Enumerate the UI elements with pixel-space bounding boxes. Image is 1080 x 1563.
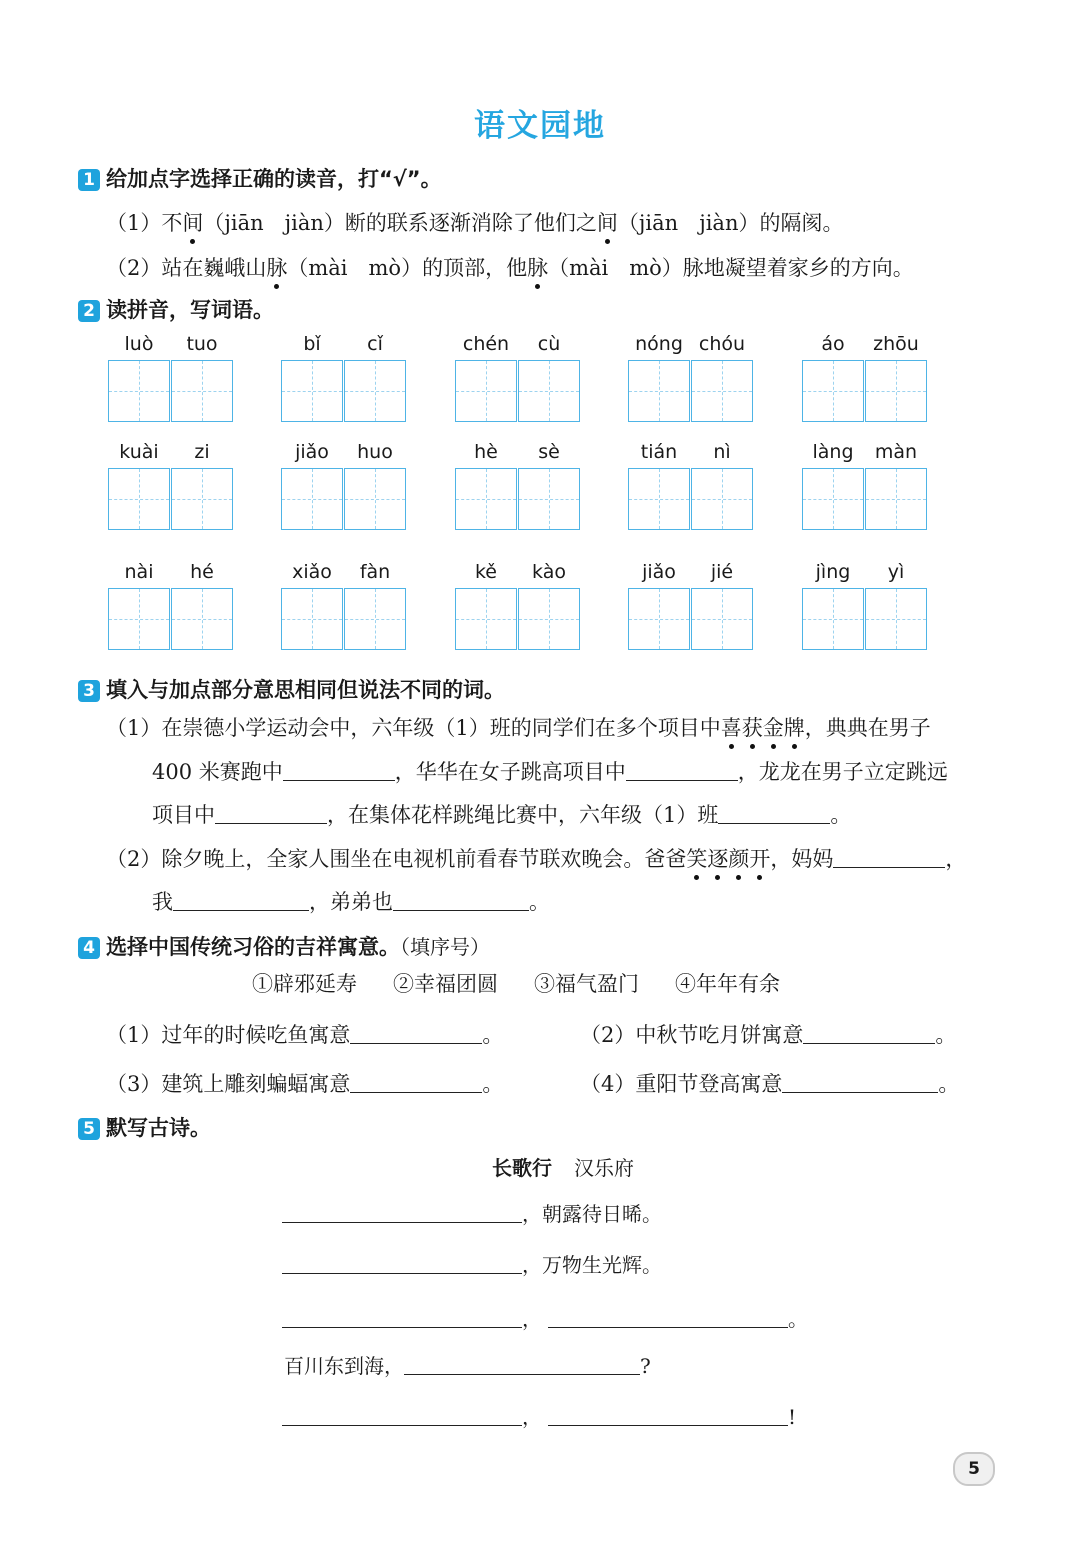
pinyin-label: zhōu [873,333,919,355]
q3-heading [78,674,505,704]
option-item: ③福气盈门 [534,972,639,996]
q2-heading-text: 读拼音，写词语。 [106,298,274,322]
answer-blank[interactable] [626,760,738,781]
q5-heading [78,1112,211,1142]
answer-blank[interactable] [393,890,529,911]
q3-line-1 [106,712,931,742]
q3-l4-c: ， [945,847,967,871]
q4-item-3 [106,1068,503,1098]
q3-heading-text: 填入与加点部分意思相同但说法不同的词。 [106,678,505,702]
writing-grid-cell[interactable] [108,468,170,530]
answer-blank[interactable] [803,1023,935,1044]
poem-title-line [492,1152,634,1181]
q3-dotted-char: 开 [749,843,770,873]
q1-l2-dotted: 脉 [266,252,287,282]
q1-l2-a: （2）站在巍峨山 [106,256,267,280]
q3-l5-a: 我 [152,890,173,914]
q2-number-badge: 2 [78,300,100,322]
q3-dotted-char: 金 [763,712,784,742]
q4-options [252,968,816,998]
q1-heading-text: 给加点字选择正确的读音，打“√”。 [106,167,442,191]
writing-grid-cell[interactable] [171,468,233,530]
writing-grid-cell[interactable] [865,468,927,530]
q3-line-3 [152,799,851,829]
poem-question-mark: ? [640,1354,651,1378]
answer-blank[interactable] [782,1072,938,1093]
pinyin-label: luò [124,333,154,355]
q3-l4-b: ，妈妈 [770,847,834,871]
writing-grid-cell[interactable] [108,588,170,650]
q5-number-badge: 5 [78,1118,100,1140]
writing-grid-cell[interactable] [628,588,690,650]
answer-blank[interactable] [548,1405,788,1426]
writing-grid-cell[interactable] [518,360,580,422]
pinyin-label: áo [821,333,845,355]
writing-grid-cell[interactable] [628,360,690,422]
q3-number-badge: 3 [78,680,100,702]
poem-title: 长歌行 [492,1156,552,1180]
pinyin-label: hè [474,441,498,463]
q1-number-badge: 1 [78,169,100,191]
q4-item-2-text: （2）中秋节吃月饼寓意 [580,1023,804,1047]
q1-l1-dotted: 间 [182,207,203,237]
pinyin-label: nì [713,441,731,463]
answer-blank[interactable] [833,847,945,868]
q3-l4-a: （2）除夕晚上，全家人围坐在电视机前看春节联欢晚会。爸爸 [106,847,687,871]
poem-exclamation: ! [788,1405,797,1429]
q3-l5-c: 。 [529,890,550,914]
q4-item-4 [580,1068,959,1098]
answer-blank[interactable] [548,1307,788,1328]
q4-item-4-text: （4）重阳节登高寓意 [580,1072,783,1096]
q3-l2-c: ，龙龙在男子立定跳远 [737,760,948,784]
writing-grid-cell[interactable] [865,588,927,650]
writing-grid-cell[interactable] [455,468,517,530]
pinyin-label: màn [874,441,918,463]
poem-line-2-text: ，万物生光辉。 [522,1253,662,1277]
q3-l2-a: 400 米赛跑中 [152,760,283,784]
answer-blank[interactable] [173,890,309,911]
writing-grid-cell[interactable] [281,588,343,650]
q4-item-2 [580,1019,956,1049]
q4-heading [78,931,490,961]
writing-grid-cell[interactable] [281,468,343,530]
pinyin-label: cù [537,333,561,355]
q1-l2-options-2[interactable]: （mài mò）脉地凝望着家乡的方向。 [548,256,914,280]
pinyin-label: zi [194,441,210,463]
q3-dotted-char: 牌 [784,712,805,742]
pinyin-label: yì [887,561,905,583]
q3-l2-b: ，华华在女子跳高项目中 [394,760,626,784]
pinyin-label: kào [532,561,566,583]
writing-grid-cell[interactable] [518,468,580,530]
poem-comma: ， [522,1307,542,1331]
answer-blank[interactable] [282,1253,522,1274]
pinyin-label: nóng [635,333,683,355]
answer-blank[interactable] [282,1307,522,1328]
pinyin-label: chén [462,333,510,355]
writing-grid-cell[interactable] [802,588,864,650]
q3-l3-a: 项目中 [152,803,215,827]
poem-line-2 [282,1249,662,1278]
q4-period: 。 [935,1023,957,1047]
answer-blank[interactable] [283,760,395,781]
answer-blank[interactable] [282,1202,522,1223]
writing-grid-cell[interactable] [691,588,753,650]
pinyin-label: tián [640,441,678,463]
q3-line-5 [152,886,550,916]
poem-comma: ， [522,1405,542,1429]
q1-l1-dotted-2: 间 [597,207,618,237]
pinyin-label: sè [538,441,560,463]
writing-grid-cell[interactable] [455,588,517,650]
pinyin-label: huo [357,441,393,463]
q4-period: 。 [482,1072,504,1096]
pinyin-label: chóu [698,333,746,355]
q1-line-2 [106,252,914,282]
q1-l2-dotted-2: 脉 [527,252,548,282]
pinyin-label: hé [190,561,214,583]
answer-blank[interactable] [718,803,830,824]
writing-grid-cell[interactable] [281,360,343,422]
q3-l1-text: （1）在崇德小学运动会中，六年级（1）班的同学们在多个项目中 [106,716,721,740]
q1-line-1 [106,207,843,237]
q3-dotted-char: 笑 [686,843,707,873]
pinyin-label: jìng [815,561,851,583]
q4-note: （填序号） [400,935,490,959]
pinyin-label: fàn [359,561,391,583]
writing-grid-cell[interactable] [344,468,406,530]
poem-line-1 [282,1198,662,1227]
pinyin-label: kě [474,561,497,583]
q4-number-badge: 4 [78,937,100,959]
poem-line-4 [284,1350,651,1379]
writing-grid-cell[interactable] [865,360,927,422]
q1-l1-options-2[interactable]: （jiān jiàn）的隔阂。 [617,211,844,235]
option-item: ①辟邪延寿 [252,972,357,996]
writing-grid-cell[interactable] [691,468,753,530]
q1-l1-a: （1）不 [106,211,183,235]
writing-grid-cell[interactable] [108,360,170,422]
q1-l1-options-1[interactable]: （jiān jiàn）断的联系逐渐消除了他们之 [203,211,597,235]
q4-period: 。 [938,1072,960,1096]
q3-l3-b: ，在集体花样跳绳比赛中，六年级（1）班 [327,803,719,827]
pinyin-label: jiǎo [642,561,676,583]
q3-line-4 [106,843,966,873]
q3-l1-text-end: ，典典在男子 [804,716,931,740]
pinyin-label: nài [124,561,154,583]
option-item: ②幸福团圆 [393,972,498,996]
q5-heading-text: 默写古诗。 [106,1116,211,1140]
pinyin-label: xiǎo [292,561,332,583]
writing-grid-cell[interactable] [171,588,233,650]
q1-heading [78,163,442,193]
q4-item-1-text: （1）过年的时候吃鱼寓意 [106,1023,351,1047]
answer-blank[interactable] [350,1023,482,1044]
pinyin-label: làng [812,441,854,463]
writing-grid-cell[interactable] [171,360,233,422]
writing-grid-cell[interactable] [802,468,864,530]
answer-blank[interactable] [404,1354,640,1375]
poem-line-1-text: ，朝露待日晞。 [522,1202,662,1226]
q4-item-3-text: （3）建筑上雕刻蝙蝠寓意 [106,1072,351,1096]
writing-grid-cell[interactable] [628,468,690,530]
q4-heading-text: 选择中国传统习俗的吉祥寓意。 [106,935,400,959]
page-number: 5 [953,1452,995,1486]
page-title: 语文园地 [474,108,606,144]
q3-dotted-char: 喜 [721,712,742,742]
pinyin-label: bǐ [303,333,321,355]
q4-period: 。 [482,1023,504,1047]
pinyin-label: tuo [186,333,218,355]
poem-line-3 [282,1303,808,1332]
poem-line-5 [282,1401,796,1430]
answer-blank[interactable] [215,803,327,824]
q3-dotted-char: 获 [742,712,763,742]
q3-l3-c: 。 [830,803,852,827]
poem-period: 。 [788,1307,808,1331]
answer-blank[interactable] [282,1405,522,1426]
writing-grid-cell[interactable] [455,360,517,422]
q2-heading [78,294,274,324]
writing-grid-cell[interactable] [344,360,406,422]
q3-dotted-char: 颜 [728,843,749,873]
q4-item-1 [106,1019,503,1049]
q3-dotted-char: 逐 [707,843,728,873]
pinyin-label: kuài [119,441,159,463]
option-item: ④年年有余 [675,972,780,996]
pinyin-label: jié [710,561,734,583]
poem-author: 汉乐府 [574,1156,634,1180]
q1-l2-options-1[interactable]: （mài mò）的顶部，他 [287,256,528,280]
answer-blank[interactable] [350,1072,482,1093]
poem-line-4-text: 百川东到海， [284,1354,404,1378]
q3-l5-b: ，弟弟也 [309,890,393,914]
writing-grid-cell[interactable] [802,360,864,422]
writing-grid-cell[interactable] [518,588,580,650]
writing-grid-cell[interactable] [691,360,753,422]
writing-grid-cell[interactable] [344,588,406,650]
q3-line-2 [152,756,948,786]
pinyin-label: cǐ [367,333,383,355]
pinyin-label: jiǎo [295,441,329,463]
